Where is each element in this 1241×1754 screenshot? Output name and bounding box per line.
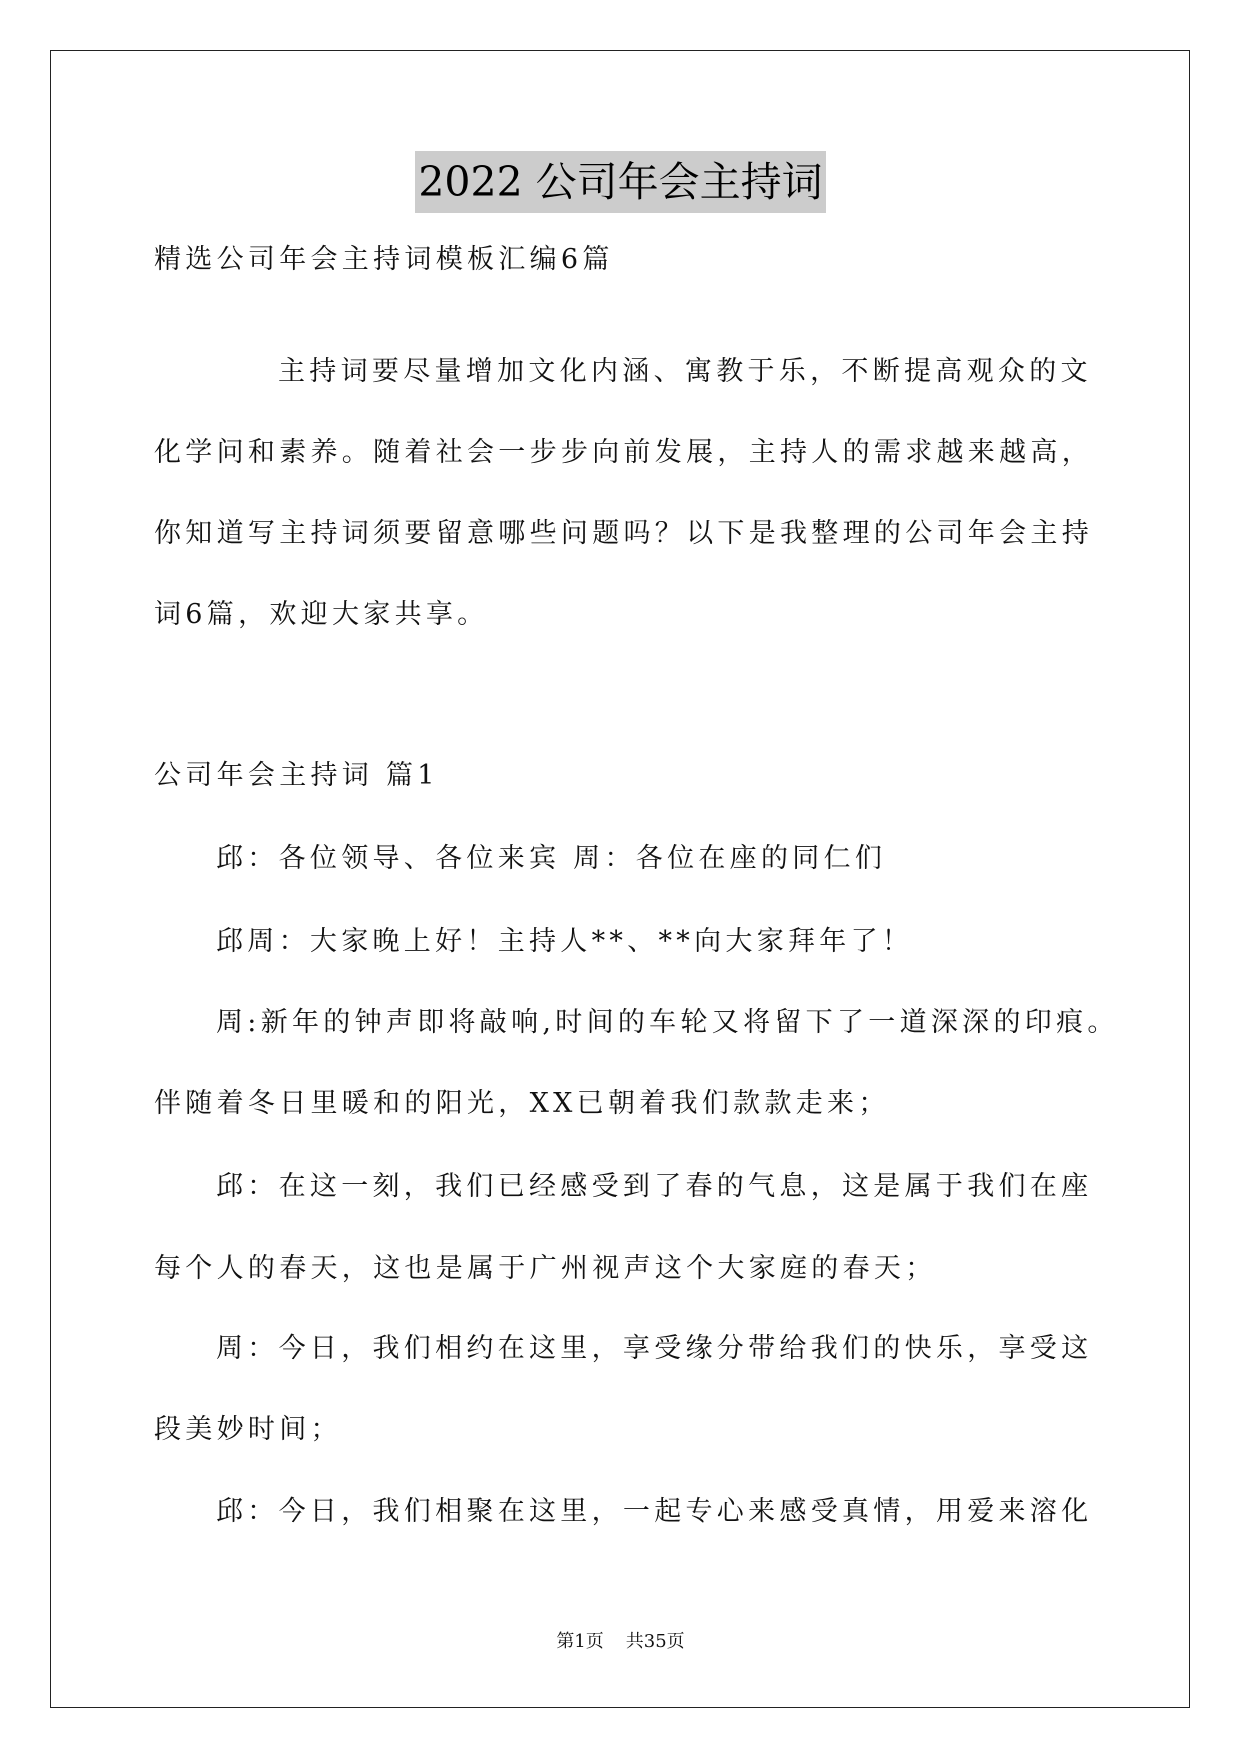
intro-line: 主持词要尽量增加文化内涵、寓教于乐，不断提高观众的文 <box>278 356 1092 387</box>
page-number: 第1页 <box>556 1631 604 1652</box>
document-title: 2022 公司年会主持词 <box>415 151 825 213</box>
page-footer <box>0 1630 1241 1654</box>
document-subtitle: 精选公司年会主持词模板汇编6篇 <box>154 244 614 275</box>
script-line: 段美妙时间； <box>154 1414 342 1445</box>
page-border <box>50 50 1190 1708</box>
script-line: 周：今日，我们相约在这里，享受缘分带给我们的快乐，享受这 <box>216 1333 1093 1364</box>
script-line: 周:新年的钟声即将敲响,时间的车轮又将留下了一道深深的印痕。 <box>216 1007 1119 1038</box>
page-total: 共35页 <box>625 1631 685 1652</box>
intro-line: 你知道写主持词须要留意哪些问题吗？以下是我整理的公司年会主持 <box>154 518 1093 549</box>
title-row <box>0 151 1241 213</box>
script-line: 伴随着冬日里暖和的阳光，XX已朝着我们款款走来； <box>154 1088 890 1119</box>
script-line: 邱：今日，我们相聚在这里，一起专心来感受真情，用爱来溶化 <box>216 1496 1093 1527</box>
intro-line: 词6篇，欢迎大家共享。 <box>154 599 489 630</box>
section-heading: 公司年会主持词 篇1 <box>154 760 439 791</box>
script-line: 邱：在这一刻，我们已经感受到了春的气息，这是属于我们在座 <box>216 1171 1093 1202</box>
script-line: 邱周：大家晚上好！主持人**、**向大家拜年了！ <box>216 926 914 957</box>
intro-line: 化学问和素养。随着社会一步步向前发展，主持人的需求越来越高， <box>154 437 1093 468</box>
script-line: 每个人的春天，这也是属于广州视声这个大家庭的春天； <box>154 1253 937 1284</box>
script-line: 邱：各位领导、各位来宾 周：各位在座的同仁们 <box>216 843 887 874</box>
